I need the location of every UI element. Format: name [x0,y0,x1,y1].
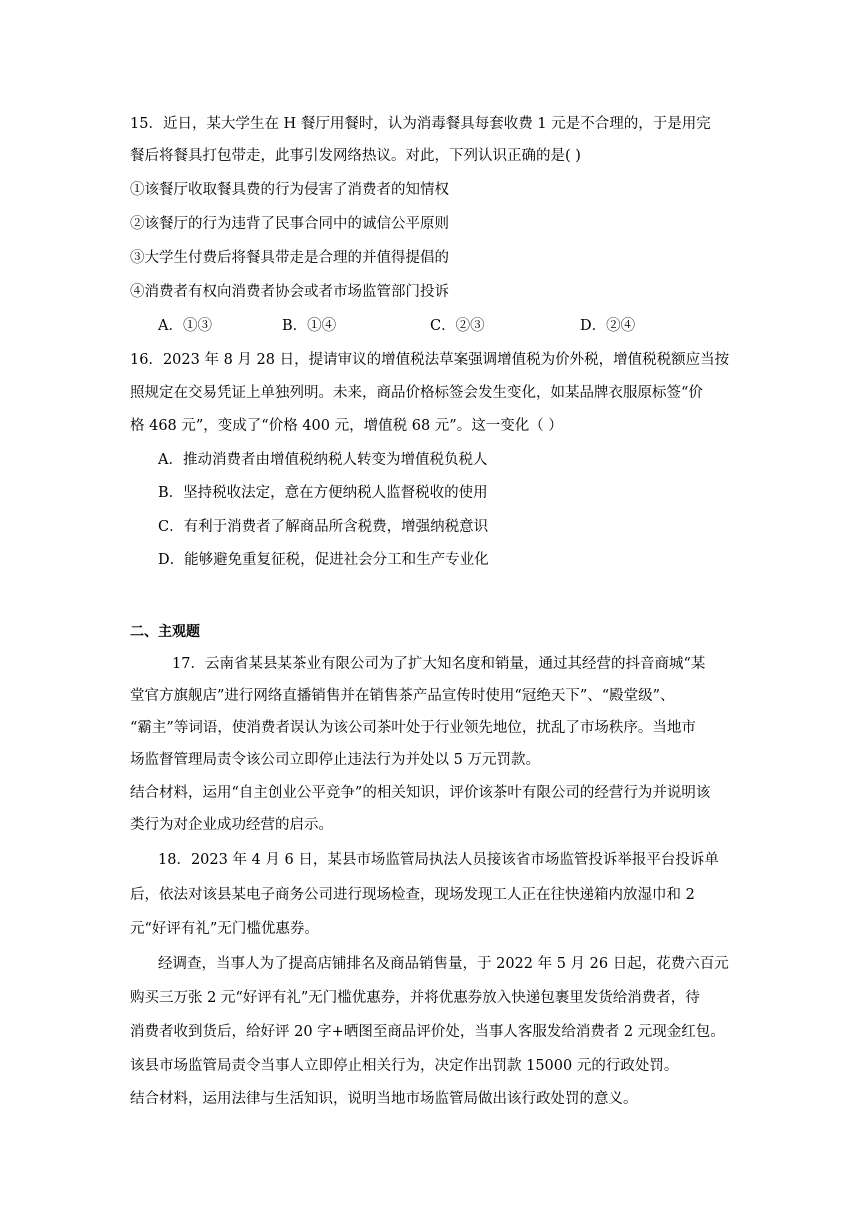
q15-option-b[interactable]: B．①④ [282,318,337,334]
q15-statement-3: ③大学生付费后将餐具带走是合理的并值得提倡的 [130,250,449,266]
q15-statement-1: ①该餐厅收取餐具费的行为侵害了消费者的知情权 [130,182,449,198]
q18-line-5: 购买三万张 2 元“好评有礼”无门槛优惠券，并将优惠券放入快递包裹里发货给消费者，待 [130,990,700,1006]
q15-statement-2: ②该餐厅的行为违背了民事合同中的诚信公平原则 [130,216,449,232]
q15-option-c[interactable]: C．②③ [430,318,485,334]
q18-line-3: 元“好评有礼”无门槛优惠券。 [130,921,319,937]
q16-option-a[interactable]: A．推动消费者由增值税纳税人转变为增值税负税人 [158,452,488,468]
q15-statement-4: ④消费者有权向消费者协会或者市场监管部门投诉 [130,284,449,300]
q15-option-a[interactable]: A．①③ [158,318,212,334]
q17-line-3: “霸主”等词语，使消费者误认为该公司茶叶处于行业领先地位，扰乱了市场秩序。当地市 [130,720,696,736]
q18-line-7: 该县市场监管局责令当事人立即停止相关行为，决定作出罚款 15000 元的行政处罚。 [130,1058,679,1074]
q17-line-1: 17．云南省某县某茶业有限公司为了扩大知名度和销量，通过其经营的抖音商城“某 [172,656,706,672]
q16-option-c[interactable]: C．有利于消费者了解商品所含税费，增强纳税意识 [158,519,489,535]
q16-stem-line-1: 16．2023 年 8 月 28 日，提请审议的增值税法草案强调增值税为价外税，增值税税额应当按 [130,352,730,368]
section-title: 二、主观题 [130,624,200,640]
q17-line-2: 堂官方旗舰店”进行网络直播销售并在销售茶产品宣传时使用“冠绝天下”、“殿堂级”、 [130,688,675,704]
q18-line-4: 经调查，当事人为了提高店铺排名及商品销售量，于 2022 年 5 月 26 日起，花费六百元 [158,956,729,972]
q15-option-d[interactable]: D．②④ [580,318,636,334]
q18-line-6: 消费者收到货后，给好评 20 字+晒图至商品评价处，当事人客服发给消费者 2 元现金红包。 [130,1024,725,1040]
q18-line-1: 18．2023 年 4 月 6 日，某县市场监管局执法人员接该省市场监管投诉举报平台投诉单 [158,852,719,868]
q15-stem-line-2: 餐后将餐具打包带走，此事引发网络热议。对此，下列认识正确的是( ) [130,148,581,164]
q16-option-d[interactable]: D．能够避免重复征税，促进社会分工和生产专业化 [158,552,489,568]
q18-line-2: 后，依法对该县某电子商务公司进行现场检查，现场发现工人正在往快递箱内放湿巾和 2 [130,887,695,903]
q18-prompt: 结合材料，运用法律与生活知识，说明当地市场监管局做出该行政处罚的意义。 [130,1091,638,1107]
q17-line-4: 场监督管理局责令该公司立即停止违法行为并处以 5 万元罚款。 [130,752,540,768]
q15-stem-line-1: 15．近日，某大学生在 H 餐厅用餐时，认为消毒餐具每套收费 1 元是不合理的，于是用完 [130,116,711,132]
q16-stem-line-2: 照规定在交易凭证上单独列明。未来，商品价格标签会发生变化，如某品牌衣服原标签“价 [130,385,703,401]
q16-option-b[interactable]: B．坚持税收法定，意在方便纳税人监督税收的使用 [158,485,488,501]
q17-prompt-line-1: 结合材料，运用“自主创业公平竞争”的相关知识，评价该茶叶有限公司的经营行为并说明该 [130,785,711,801]
q16-stem-line-3: 格 468 元”，变成了“价格 400 元，增值税 68 元”。这一变化（ ） [130,418,563,434]
q17-prompt-line-2: 类行为对企业成功经营的启示。 [130,817,333,833]
